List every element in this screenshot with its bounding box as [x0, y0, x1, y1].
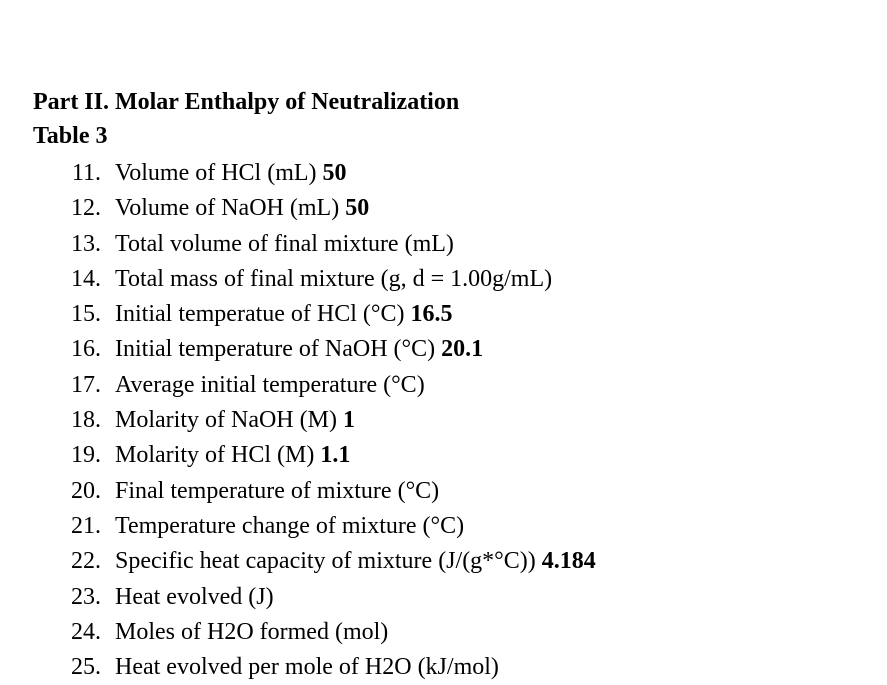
document-body	[33, 86, 873, 685]
list-item	[33, 474, 873, 509]
item-label: Molarity of HCl (M)	[115, 442, 315, 469]
list-item	[33, 332, 873, 367]
item-number: 21.	[71, 512, 101, 539]
item-label: Initial temperature of NaOH (°C)	[115, 336, 436, 363]
section-heading: Part II. Molar Enthalpy of Neutralization	[33, 89, 460, 115]
item-value: 50	[345, 195, 370, 222]
list-item	[33, 544, 873, 579]
item-value: 1.1	[320, 442, 351, 469]
item-number: 13.	[71, 230, 101, 257]
item-value: 4.184	[541, 548, 596, 575]
item-number: 23.	[71, 583, 101, 610]
item-value: 20.1	[441, 336, 484, 363]
list-item	[33, 650, 873, 685]
item-number: 18.	[71, 407, 101, 434]
list-item	[33, 403, 873, 438]
item-label: Temperature change of mixture (°C)	[115, 512, 465, 539]
item-number: 11.	[71, 160, 101, 186]
list-item	[33, 227, 873, 262]
list-item	[33, 262, 873, 297]
list-item	[33, 615, 873, 650]
list-item	[33, 297, 873, 332]
item-label: Final temperature of mixture (°C)	[115, 477, 440, 504]
item-number: 15.	[71, 301, 101, 328]
list-item	[33, 191, 873, 226]
item-number: 19.	[71, 442, 101, 469]
table-label: Table 3	[33, 123, 108, 149]
item-label: Volume of HCl (mL)	[115, 160, 317, 186]
item-label: Initial temperatue of HCl (°C)	[115, 301, 405, 328]
item-number: 14.	[71, 265, 101, 292]
data-list	[33, 156, 873, 685]
item-number: 12.	[71, 195, 101, 222]
item-number: 24.	[71, 618, 101, 645]
item-number: 17.	[71, 371, 101, 398]
list-item	[33, 156, 873, 191]
item-label: Moles of H2O formed (mol)	[115, 618, 389, 645]
list-item	[33, 368, 873, 403]
item-label: Specific heat capacity of mixture (J/(g*°C))	[115, 548, 536, 575]
item-label: Average initial temperature (°C)	[115, 371, 425, 398]
item-number: 20.	[71, 477, 101, 504]
item-label: Heat evolved per mole of H2O (kJ/mol)	[115, 654, 499, 681]
item-value: 16.5	[410, 301, 453, 328]
item-label: Total mass of final mixture (g, d = 1.00g/mL)	[115, 265, 553, 292]
item-number: 25.	[71, 654, 101, 681]
list-item	[33, 509, 873, 544]
item-label: Molarity of NaOH (M)	[115, 407, 337, 434]
item-label: Heat evolved (J)	[115, 583, 274, 610]
item-value: 1	[342, 407, 355, 434]
list-item	[33, 438, 873, 473]
item-label: Total volume of final mixture (mL)	[115, 230, 454, 257]
list-item	[33, 580, 873, 615]
item-number: 16.	[71, 336, 101, 363]
item-number: 22.	[71, 548, 101, 575]
item-label: Volume of NaOH (mL)	[115, 195, 340, 222]
item-value: 50	[322, 160, 347, 186]
